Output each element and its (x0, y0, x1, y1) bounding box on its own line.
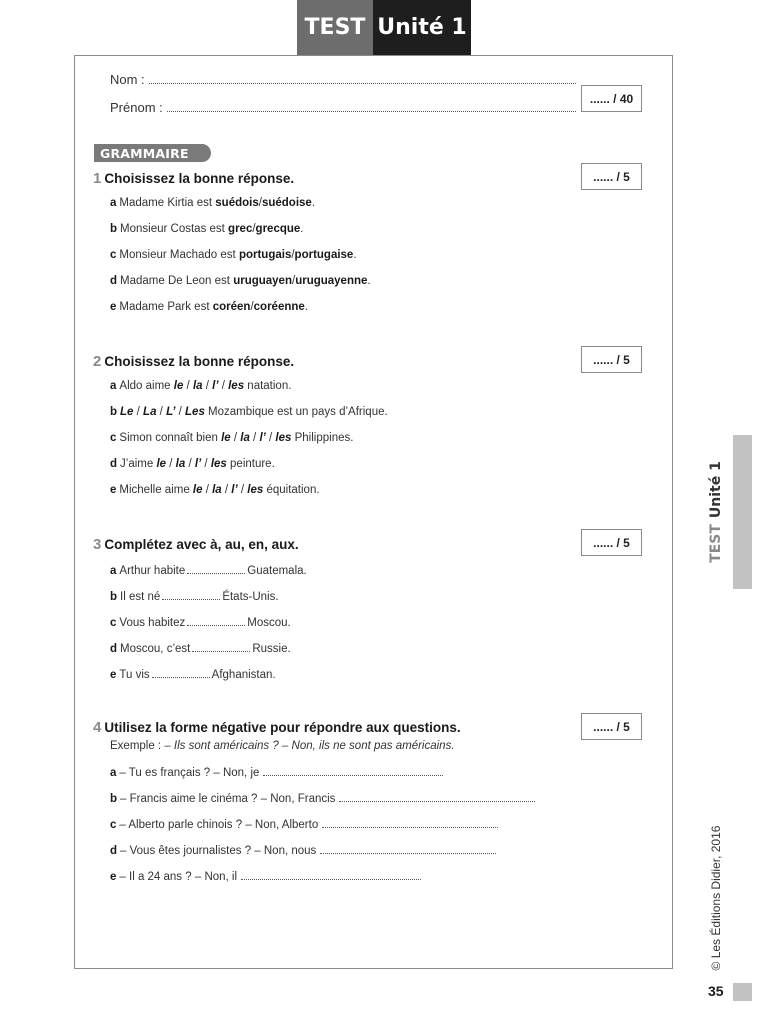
exercise-item (110, 844, 498, 857)
header-test-tab: TEST (297, 0, 373, 55)
item-text: Madame Park est (119, 301, 213, 313)
item-text: Madame Kirtia est (119, 197, 216, 209)
option-choice[interactable] (185, 406, 205, 418)
option-separator: / (201, 458, 211, 470)
option-choice[interactable] (156, 458, 166, 470)
copyright-notice: © Les Éditions Didier, 2016 (709, 825, 723, 971)
item-text: – Vous êtes journalistes ? – Non, nous (120, 845, 317, 857)
item-text: – Alberto parle chinois ? – Non, Alberto (119, 819, 319, 831)
prenom-field[interactable] (110, 100, 576, 115)
item-text: . (304, 301, 308, 313)
test-frame (74, 55, 673, 969)
option-separator: / (218, 380, 229, 392)
nom-field[interactable] (110, 72, 576, 87)
option-choice[interactable] (240, 432, 250, 444)
exercise-instruction: Complétez avec à, au, en, aux. (104, 537, 299, 552)
exercise-2-score-box: ...... / 5 (581, 346, 642, 373)
option-text: les (228, 380, 245, 392)
side-unit-label (708, 461, 724, 563)
option-text: La (143, 406, 157, 418)
item-text: Guatemala. (247, 565, 307, 577)
option-choice[interactable] (120, 406, 133, 418)
option-choice[interactable] (193, 484, 203, 496)
total-score-box: ...... / 40 (581, 85, 642, 112)
item-letter: c (110, 819, 117, 831)
item-text: Michelle aime (119, 484, 193, 496)
answer-blank[interactable] (263, 766, 443, 776)
exercise-number: 1 (93, 170, 102, 187)
exercise-item (110, 458, 275, 470)
option-choice[interactable]: grecque (255, 223, 301, 235)
exercise-instruction: Choisissez la bonne réponse. (104, 171, 295, 186)
header-unit-tab: Unité 1 (373, 0, 471, 55)
answer-blank[interactable] (322, 818, 498, 828)
option-choice[interactable]: grec (228, 223, 253, 235)
item-text: Arthur habite (119, 565, 186, 577)
option-text: l’ (194, 458, 202, 470)
item-letter: e (110, 301, 117, 313)
exercise-number: 2 (93, 353, 102, 370)
option-choice[interactable]: suédois (215, 197, 259, 209)
option-choice[interactable] (176, 458, 186, 470)
option-text: l’ (212, 380, 219, 392)
option-choice[interactable] (143, 406, 156, 418)
item-letter: e (110, 484, 117, 496)
side-tab-bar (733, 435, 752, 589)
option-separator: / (252, 223, 256, 235)
item-text: peinture. (226, 458, 275, 470)
option-text: les (275, 432, 292, 444)
answer-blank[interactable] (192, 642, 250, 652)
option-text: l’ (231, 484, 238, 496)
answer-blank[interactable] (187, 564, 245, 574)
item-text: . (367, 275, 371, 287)
answer-blank[interactable] (339, 792, 535, 802)
exercise-item (110, 223, 304, 235)
option-separator: / (291, 275, 296, 287)
example-label: Exemple : (110, 740, 165, 752)
item-text: Moscou. (247, 617, 291, 629)
option-separator: / (202, 484, 213, 496)
exercise-item (110, 380, 291, 392)
exercise-number: 3 (93, 536, 102, 553)
exercise-item (110, 301, 308, 313)
exercise-4-score-box: ...... / 5 (581, 713, 642, 740)
option-choice[interactable] (211, 458, 227, 470)
option-text: les (247, 484, 264, 496)
option-separator: / (133, 406, 144, 418)
item-letter: c (110, 432, 117, 444)
option-choice[interactable] (174, 380, 184, 392)
exercise-instruction: Utilisez la forme négative pour répondre aux questions. (104, 720, 461, 735)
exercise-number: 4 (93, 719, 102, 736)
item-text: équitation. (263, 484, 320, 496)
item-text: Vous habitez (119, 617, 186, 629)
item-text: J’aime (120, 458, 157, 470)
exercise-item (110, 590, 279, 603)
option-text: Le (120, 406, 134, 418)
item-text: Il est né (120, 591, 161, 603)
option-separator: / (221, 484, 232, 496)
item-letter: b (110, 793, 118, 805)
page-number: 35 (708, 983, 724, 999)
exercise-item (110, 818, 500, 831)
option-choice[interactable]: uruguayen (233, 275, 292, 287)
option-choice[interactable]: coréen (212, 301, 251, 313)
item-letter: a (110, 197, 117, 209)
exercise-item (110, 668, 276, 681)
option-choice[interactable] (247, 484, 263, 496)
prenom-dotted-line (167, 101, 576, 112)
item-text: . (300, 223, 304, 235)
option-choice[interactable] (228, 380, 244, 392)
item-letter: e (110, 871, 117, 883)
option-separator: / (175, 406, 186, 418)
option-separator: / (185, 458, 195, 470)
exercise-4-title (93, 719, 461, 736)
option-text: la (240, 432, 250, 444)
exercise-item (110, 249, 357, 261)
option-choice[interactable] (212, 484, 222, 496)
option-choice[interactable] (193, 380, 203, 392)
option-text: la (212, 484, 222, 496)
exercise-3-score-box: ...... / 5 (581, 529, 642, 556)
item-letter: b (110, 406, 118, 418)
option-separator: / (156, 406, 167, 418)
item-text: États-Unis. (222, 591, 279, 603)
section-grammaire: GRAMMAIRE (94, 144, 211, 162)
exercise-item (110, 406, 388, 418)
exercise-item (110, 275, 371, 287)
option-separator: / (249, 432, 260, 444)
side-test-text: TEST (708, 524, 724, 563)
item-text: – Francis aime le cinéma ? – Non, Francis (120, 793, 336, 805)
option-text: Les (185, 406, 205, 418)
example-text: – Ils sont américains ? – Non, ils ne sont pas américains. (164, 740, 455, 752)
exercise-3-title (93, 536, 299, 553)
item-text: – Tu es français ? – Non, je (119, 767, 260, 779)
nom-dotted-line (149, 73, 576, 84)
exercise-item (110, 564, 307, 577)
item-text: . (311, 197, 316, 209)
exercise-item (110, 766, 445, 779)
option-choice[interactable]: portugaise (294, 249, 354, 261)
option-text: le (173, 380, 184, 392)
exercise-4-example (110, 740, 455, 752)
answer-blank[interactable] (241, 870, 421, 880)
exercise-item (110, 616, 291, 629)
item-letter: d (110, 643, 118, 655)
exercise-instruction: Choisissez la bonne réponse. (104, 354, 295, 369)
side-unit-text: Unité 1 (708, 461, 724, 519)
exercise-item (110, 484, 320, 496)
option-text: l’ (259, 432, 266, 444)
item-text: Tu vis (119, 669, 150, 681)
item-letter: d (110, 458, 118, 470)
item-letter: b (110, 223, 118, 235)
option-separator: / (291, 249, 295, 261)
exercise-item (110, 642, 291, 655)
exercise-1-title (93, 170, 294, 187)
nom-label: Nom : (110, 72, 145, 87)
option-text: le (221, 432, 231, 444)
answer-blank[interactable] (187, 616, 245, 626)
item-text: Mozambique est un pays d’Afrique. (204, 406, 388, 418)
item-letter: a (110, 767, 117, 779)
item-text: – Il a 24 ans ? – Non, il (119, 871, 238, 883)
option-choice[interactable]: portugais (238, 249, 292, 261)
item-text: Afghanistan. (211, 669, 276, 681)
option-choice[interactable]: coréenne (253, 301, 305, 313)
option-separator: / (237, 484, 248, 496)
exercise-item (110, 792, 537, 805)
option-text: la (192, 380, 203, 392)
option-text: la (175, 458, 186, 470)
exercise-2-title (93, 353, 294, 370)
option-text: les (210, 458, 227, 470)
item-letter: a (110, 380, 117, 392)
item-letter: a (110, 565, 117, 577)
item-letter: c (110, 617, 117, 629)
item-text: Moscou, c’est (120, 643, 191, 655)
item-text: Aldo aime (119, 380, 174, 392)
item-text: Monsieur Machado est (119, 249, 239, 261)
option-separator: / (265, 432, 276, 444)
option-choice[interactable]: suédoise (261, 197, 312, 209)
exercise-item (110, 197, 315, 209)
option-text: le (156, 458, 167, 470)
option-text: L’ (166, 406, 176, 418)
answer-blank[interactable] (320, 844, 496, 854)
answer-blank[interactable] (162, 590, 220, 600)
item-letter: c (110, 249, 117, 261)
option-separator: / (202, 380, 213, 392)
option-separator: / (183, 380, 193, 392)
item-letter: b (110, 591, 118, 603)
item-text: Russie. (252, 643, 291, 655)
item-letter: d (110, 275, 118, 287)
item-text: natation. (244, 380, 292, 392)
item-text: Simon connaît bien (119, 432, 222, 444)
option-separator: / (258, 197, 262, 209)
item-letter: e (110, 669, 117, 681)
prenom-label: Prénom : (110, 100, 163, 115)
item-text: . (353, 249, 357, 261)
option-separator: / (230, 432, 241, 444)
exercise-1-score-box: ...... / 5 (581, 163, 642, 190)
option-separator: / (250, 301, 254, 313)
option-choice[interactable]: uruguayenne (295, 275, 368, 287)
item-text: Madame De Leon est (120, 275, 234, 287)
item-letter: d (110, 845, 118, 857)
page-number-box (733, 983, 752, 1001)
option-choice[interactable] (275, 432, 291, 444)
answer-blank[interactable] (152, 668, 210, 678)
exercise-item (110, 870, 423, 883)
option-choice[interactable] (221, 432, 231, 444)
item-text: Monsieur Costas est (120, 223, 229, 235)
exercise-item (110, 432, 353, 444)
option-text: le (192, 484, 203, 496)
item-text: Philippines. (291, 432, 354, 444)
option-separator: / (166, 458, 176, 470)
